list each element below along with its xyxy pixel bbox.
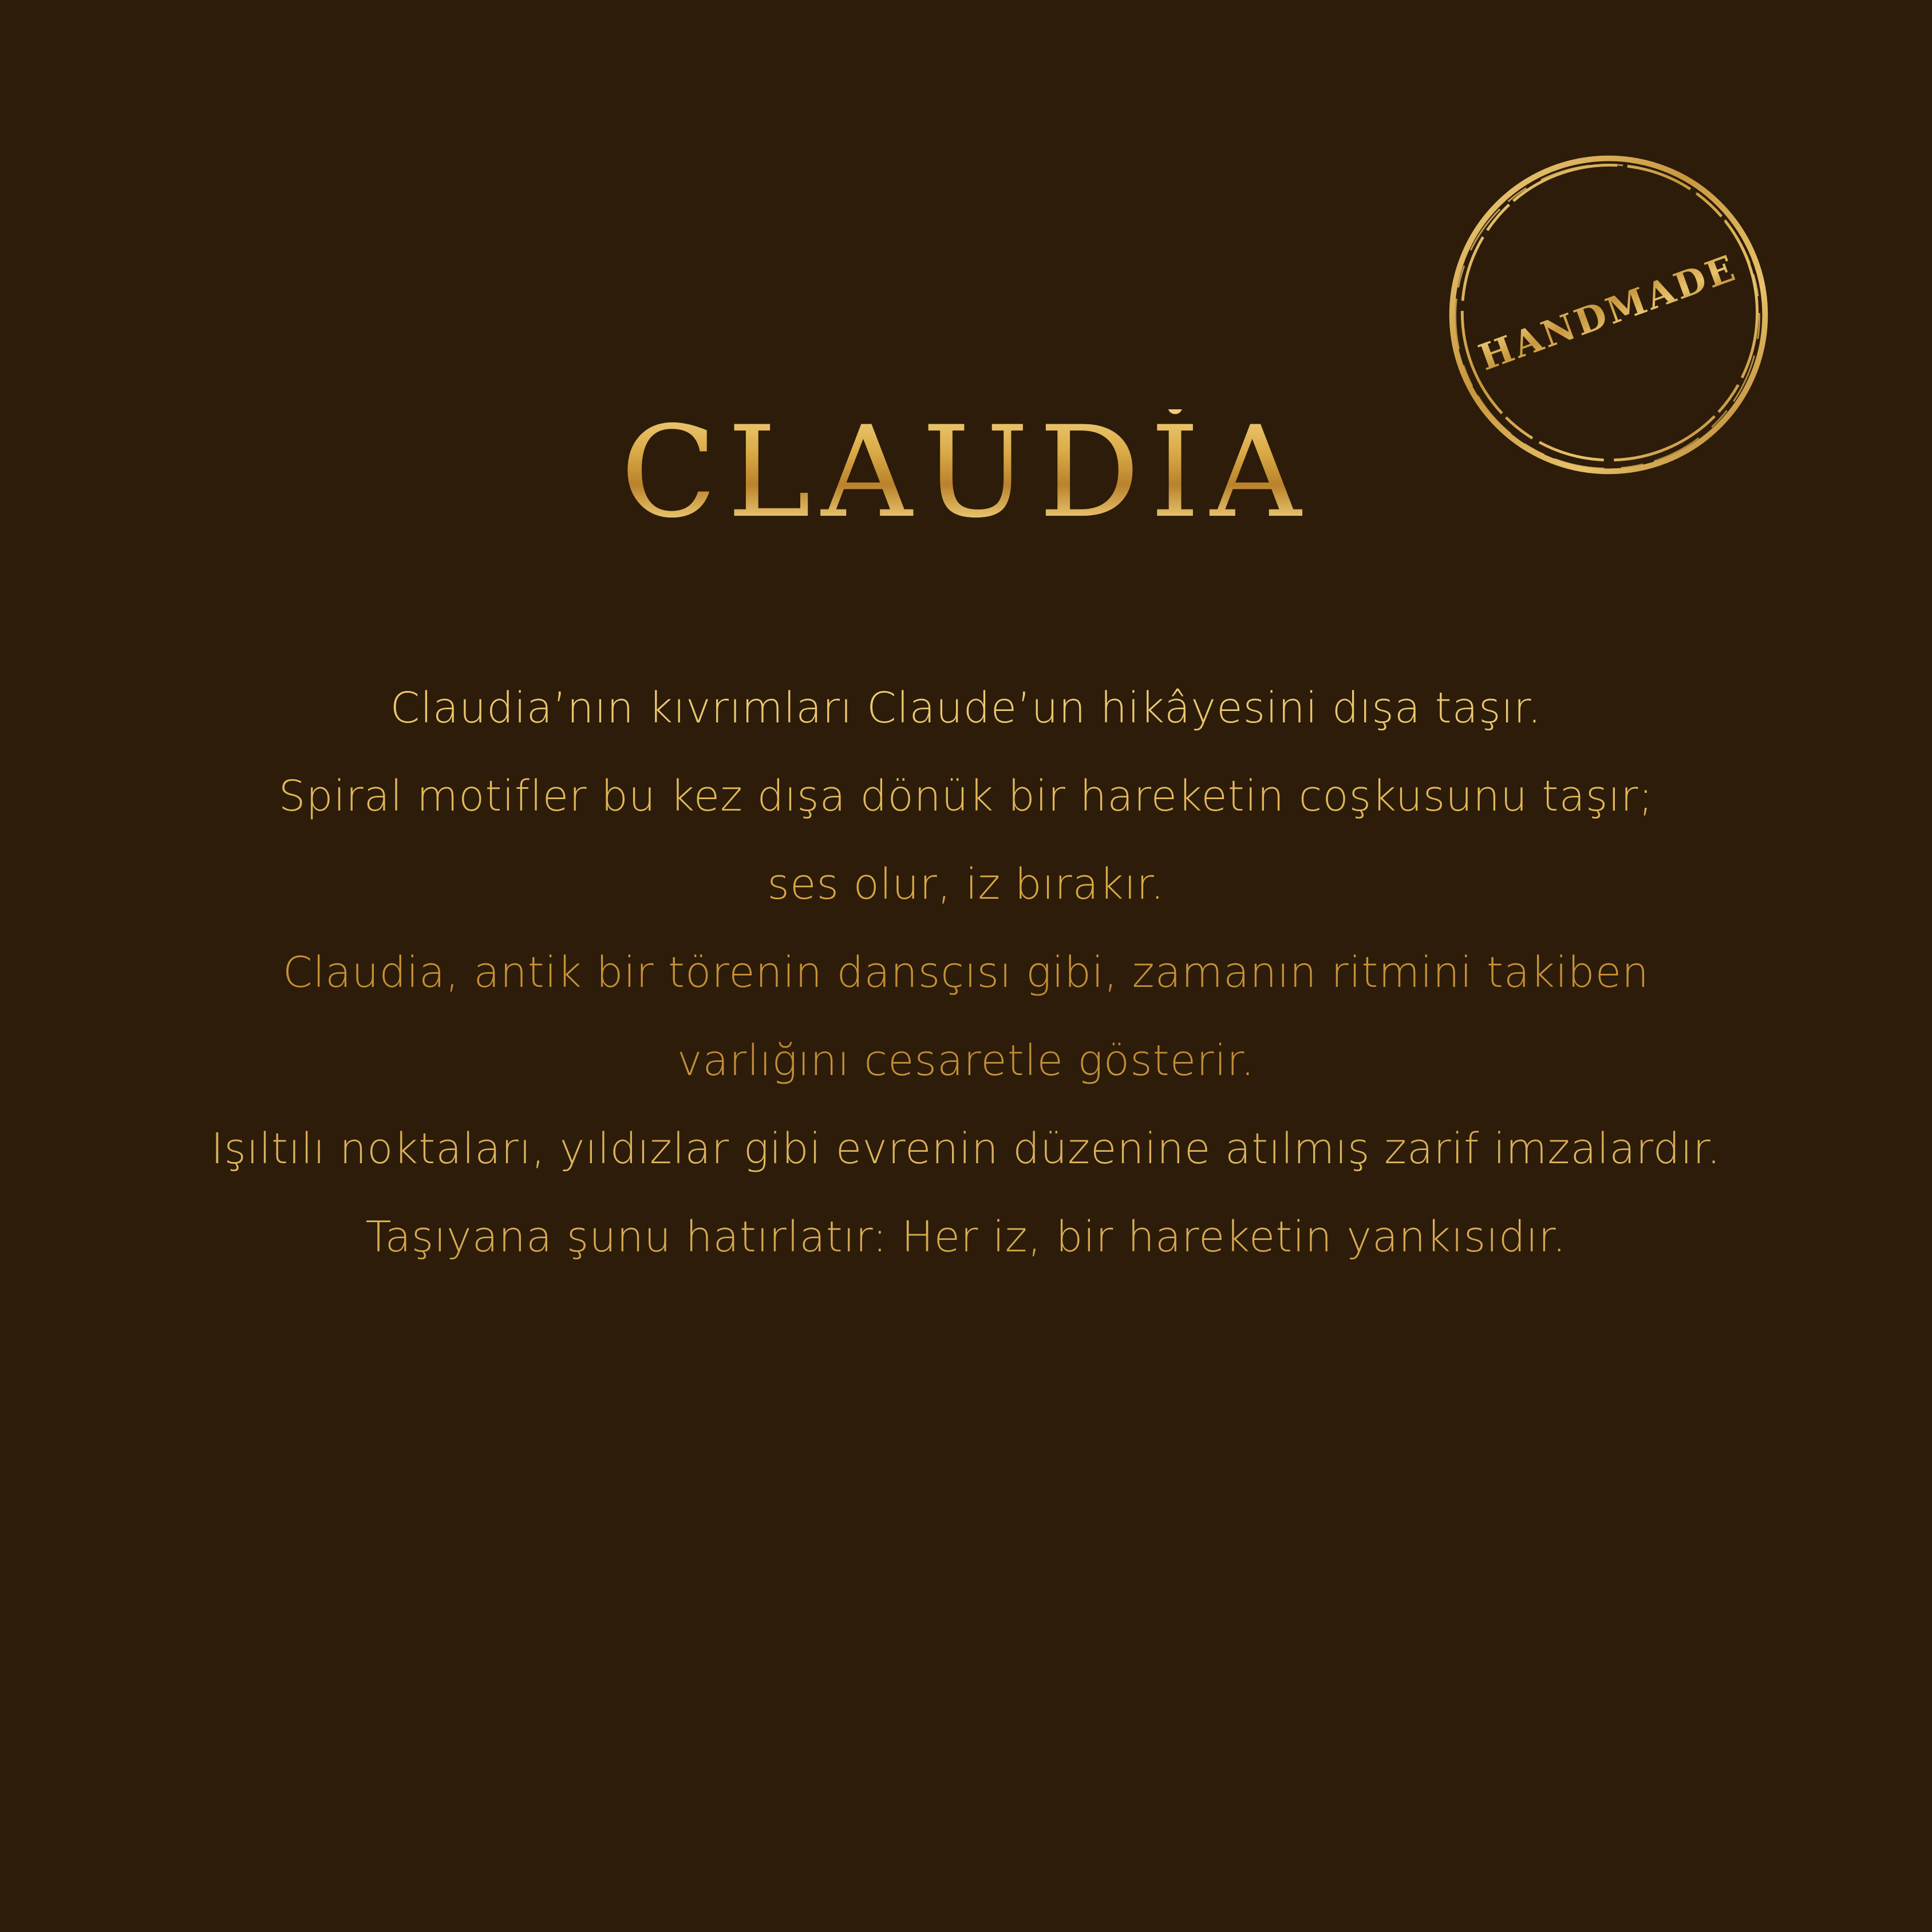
stamp-label: HANDMADE [1473, 246, 1743, 379]
description-line: Claudia, antik bir törenin dansçısı gibi, zamanın ritmini takiben [282, 948, 1650, 997]
page-title: CLAUDİA [0, 409, 1932, 535]
description-line: Spiral motifler bu kez dışa dönük bir hareketin coşkusunu taşır; [278, 772, 1654, 821]
description-line: Işıltılı noktaları, yıldızlar gibi evrenin düzenine atılmış zarif imzalardır. [211, 1124, 1721, 1174]
description-line: Taşıyana şunu hatırlatır: Her iz, bir hareketin yankısıdır. [365, 1212, 1567, 1262]
description-line: ses olur, iz bırakır. [767, 860, 1165, 909]
description-line: varlığını cesaretle gösterir. [677, 1036, 1255, 1085]
description-block [114, 664, 1818, 1281]
description-line: Claudia’nın kıvrımları Claude’un hikâyesini dışa taşır. [390, 683, 1542, 733]
